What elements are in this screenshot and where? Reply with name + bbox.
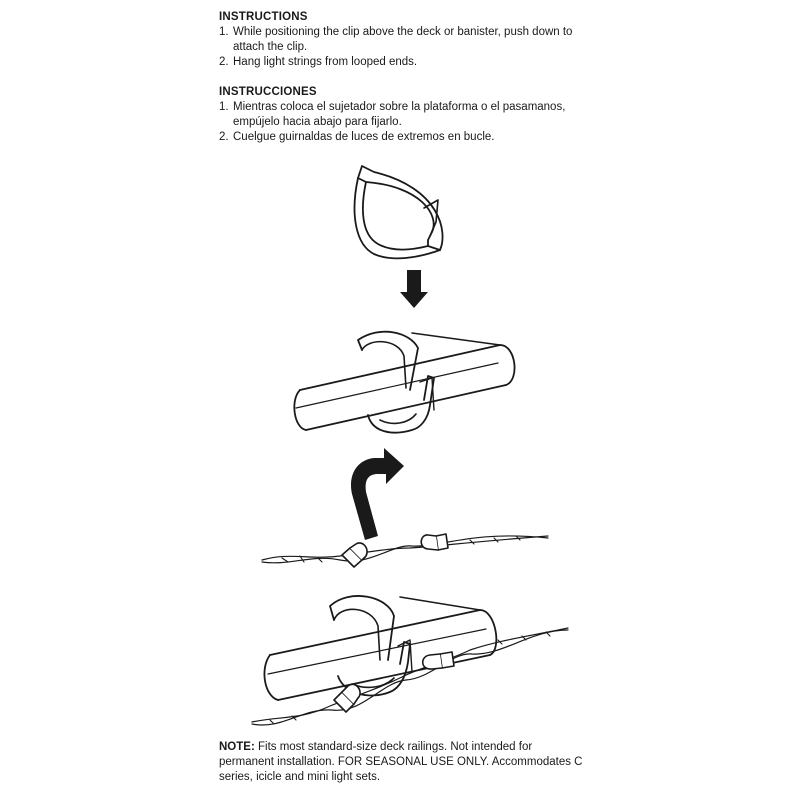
step-number: 1.: [219, 26, 229, 38]
mini-bulb-icon: [334, 684, 360, 712]
step-text: While positioning the clip above the deck or banister, push down to attach the clip.: [233, 26, 573, 53]
step-text: Cuelgue guirnaldas de luces de extremos en bucle.: [233, 131, 495, 143]
step-number: 2.: [219, 131, 229, 143]
instructions-heading-es: INSTRUCCIONES: [219, 86, 317, 98]
final-assembly: [252, 596, 568, 725]
note-text: Fits most standard-size deck railings. Not intended for permanent installation. FOR SEASONAL USE ONLY. Accommodates C series, icicle and mini light sets.: [219, 741, 583, 783]
down-arrow-icon: [400, 270, 428, 308]
instructions-heading: INSTRUCTIONS: [219, 11, 308, 23]
rail-with-clip: [294, 332, 514, 433]
curved-up-arrow-icon: [351, 448, 404, 540]
mini-bulb-icon: [421, 534, 448, 550]
mini-bulb-icon: [423, 652, 454, 669]
note-block: [219, 740, 589, 785]
step-text: Hang light strings from looped ends.: [233, 56, 418, 68]
clip-detached: [355, 166, 443, 258]
step-number: 2.: [219, 56, 229, 68]
step-number: 1.: [219, 101, 229, 113]
step-text: Mientras coloca el sujetador sobre la plataforma o el pasamanos, empújelo hacia abajo para fijarlo.: [233, 101, 566, 128]
light-string: [262, 534, 548, 567]
note-label: NOTE:: [219, 741, 255, 753]
mini-bulb-icon: [342, 543, 367, 567]
